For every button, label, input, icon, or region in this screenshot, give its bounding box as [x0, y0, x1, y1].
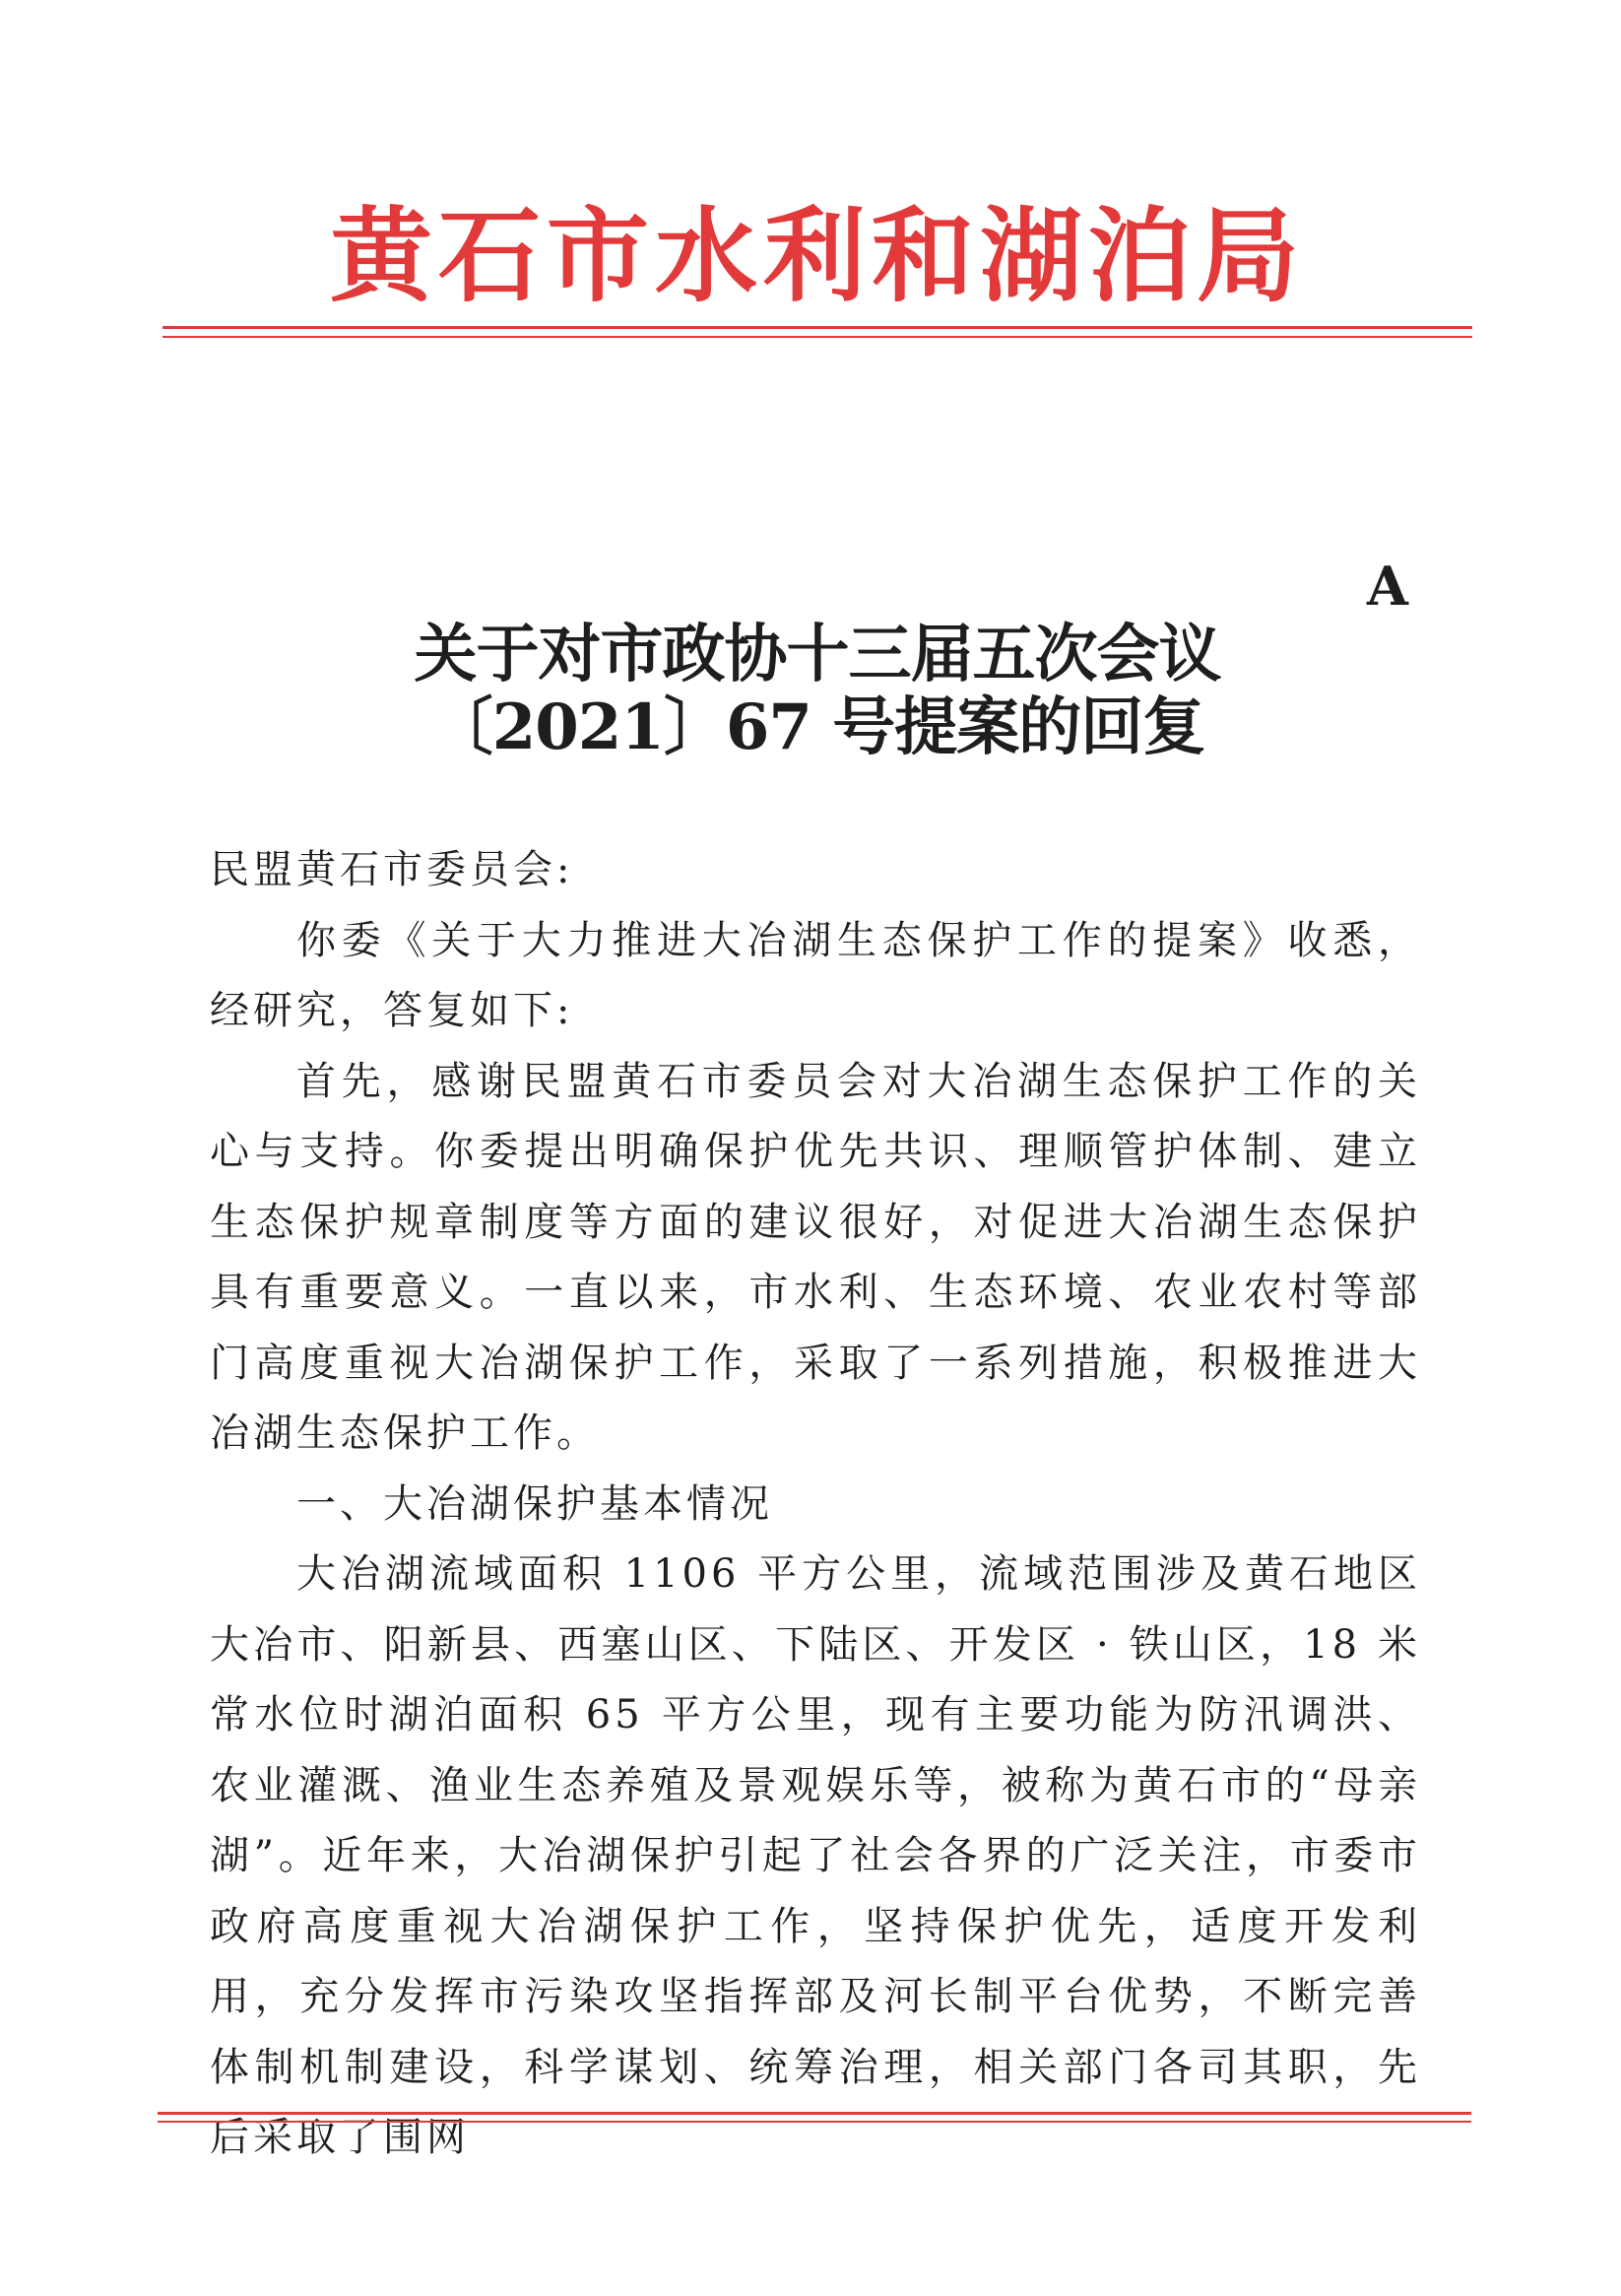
- document-body: [210, 835, 1421, 2174]
- footer-rule-thin: [158, 2121, 1471, 2123]
- footer-rule-thick: [158, 2112, 1471, 2115]
- letterhead-rule-thin: [162, 336, 1472, 338]
- document-mark: A: [1367, 555, 1408, 618]
- document-title-line-2: 〔2021〕67 号提案的回复: [429, 690, 1205, 764]
- letterhead-title: 黄石市水利和湖泊局: [329, 196, 1305, 316]
- recipient-line: 民盟黄石市委员会:: [210, 847, 574, 892]
- body-paragraph: 首先，感谢民盟黄石市委员会对大冶湖生态保护工作的关心与支持。你委提出明确保护优先共识、理顺管护体制、建立生态保护规章制度等方面的建议很好，对促进大冶湖生态保护具有重要意义。一直以来，市水利、生态环境、农业农村等部门高度重视大冶湖保护工作，采取了一系列措施，积极推进大冶湖生态保护工作。: [210, 1058, 1421, 1456]
- section-heading: 一、大冶湖保护基本情况: [296, 1480, 773, 1527]
- document-title-line-1: 关于对市政协十三届五次会议: [414, 618, 1221, 691]
- body-paragraph: 你委《关于大力推进大冶湖生态保护工作的提案》收悉，经研究，答复如下:: [210, 917, 1421, 1033]
- section-paragraph: 大冶湖流域面积 1106 平方公里，流域范围涉及黄石地区大冶市、阳新县、西塞山区、下陆区、开发区 · 铁山区，18 米常水位时湖泊面积 65 平方公里，现有主要功能为防汛调洪、农业灌溉、渔业生态养殖及景观娱乐等，被称为黄石市的“母亲湖”。近年来，大冶湖保护引起了社会各界的广泛关注，市委市政府高度重视大冶湖保护工作，坚持保护优先，适度开发利用，充分发挥市污染攻坚指挥部及河长制平台优势，不断完善体制机制建设，科学谋划、统筹治理，相关部门各司其职，先后采取了围网: [210, 1551, 1421, 2160]
- letterhead-rule-thick: [162, 326, 1472, 329]
